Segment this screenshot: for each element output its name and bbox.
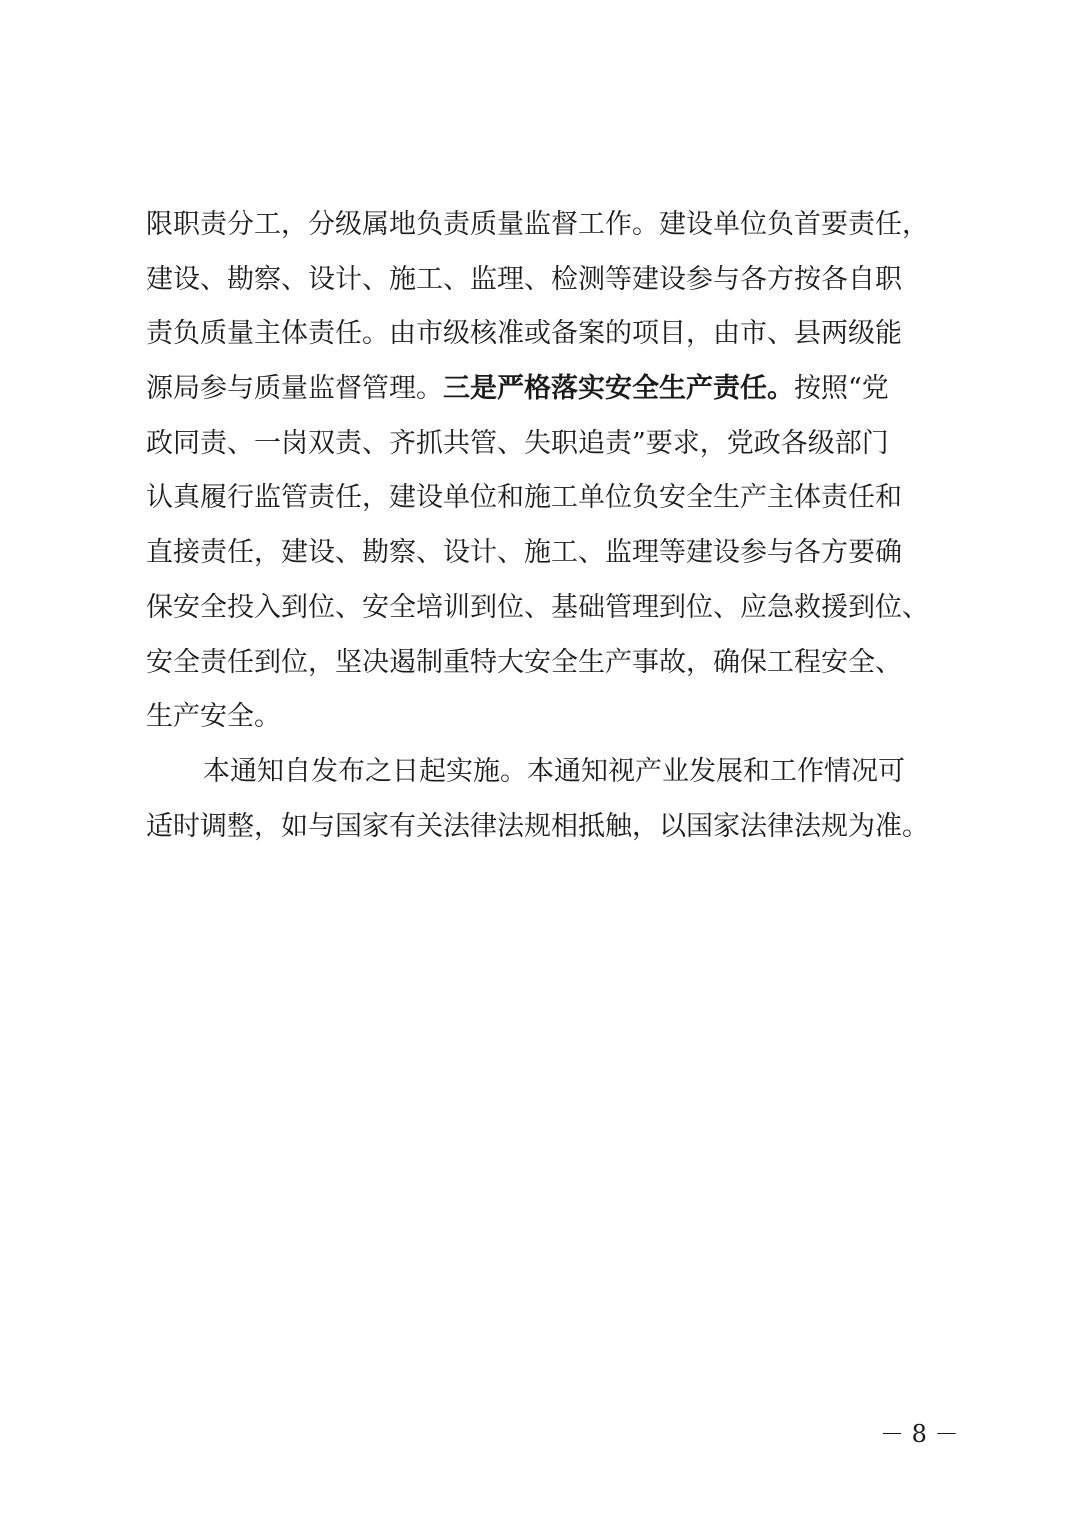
page-number: － 8 － (880, 1420, 959, 1448)
text-run: 源局参与质量监督管理。 (146, 373, 443, 405)
text-run: 保安全投入到位、安全培训到位、基础管理到位、应急救援到位、 (146, 591, 929, 623)
text-run: 生产安全。 (146, 701, 281, 733)
bold-heading-run: 三是严格落实安全生产责任。 (443, 373, 794, 405)
text-run: 安全责任到位，坚决遏制重特大安全生产事故，确保工程安全、 (146, 646, 902, 678)
text-run: 认真履行监管责任，建设单位和施工单位负安全生产主体责任和 (146, 482, 902, 514)
body-text (146, 198, 946, 854)
text-run: 直接责任，建设、勘察、设计、施工、监理等建设参与各方要确 (146, 537, 902, 569)
paragraph-line (146, 690, 946, 745)
paragraph-line (146, 307, 946, 362)
paragraph-line (146, 253, 946, 308)
paragraph-line (146, 362, 946, 417)
paragraph-line (146, 636, 946, 691)
text-run: 适时调整，如与国家有关法律法规相抵触，以国家法律法规为准。 (146, 810, 929, 842)
text-run: 本通知自发布之日起实施。本通知视产业发展和工作情况可 (203, 755, 905, 787)
paragraph-line (146, 581, 946, 636)
paragraph-line (146, 417, 946, 472)
paragraph-line (146, 526, 946, 581)
paragraph-line (146, 800, 946, 855)
text-run: 建设、勘察、设计、施工、监理、检测等建设参与各方按各自职 (146, 263, 902, 295)
paragraph-line (146, 745, 946, 800)
paragraph-line (146, 471, 946, 526)
text-run: 按照“党 (794, 373, 889, 405)
text-run: 限职责分工，分级属地负责质量监督工作。建设单位负首要责任， (146, 209, 929, 240)
paragraph-line (146, 198, 946, 253)
text-run: 责负质量主体责任。由市级核准或备案的项目，由市、县两级能 (146, 318, 902, 350)
text-run: 政同责、一岗双责、齐抓共管、失职追责”要求，党政各级部门 (146, 427, 889, 459)
